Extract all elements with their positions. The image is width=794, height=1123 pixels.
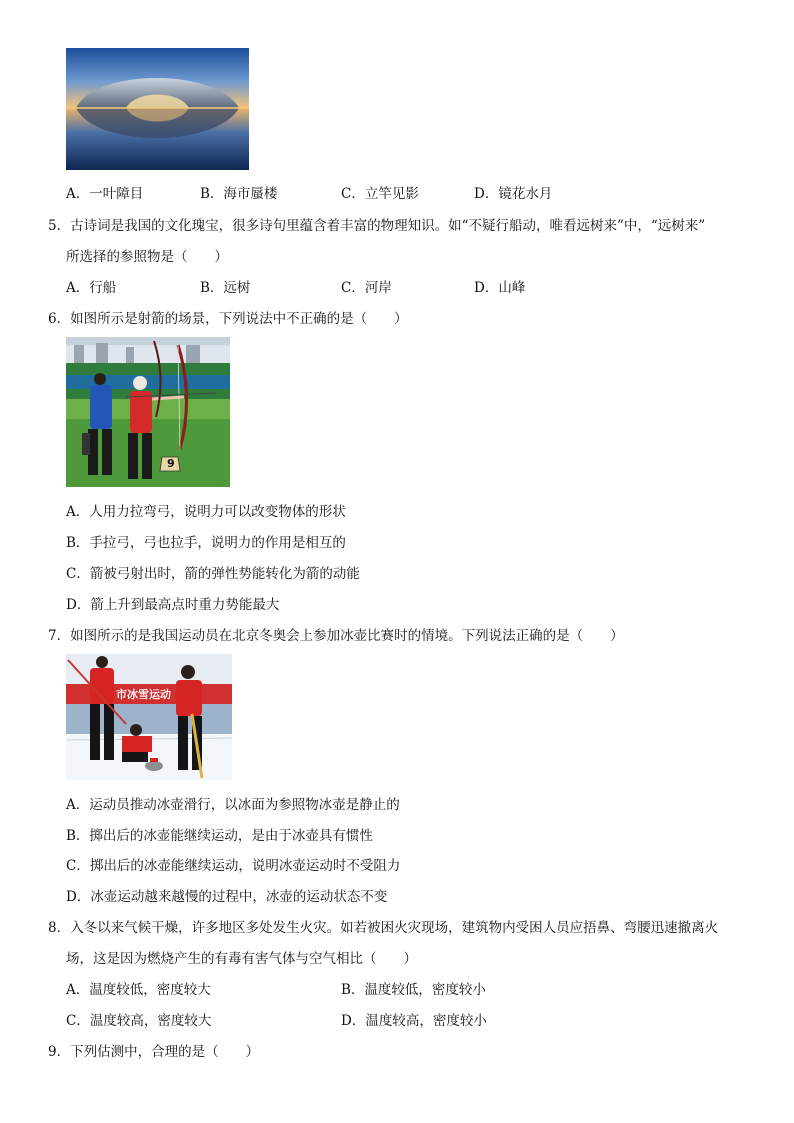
national-grand-theatre-photo	[66, 48, 249, 170]
q5-stem-line2: 所选择的参照物是（ ）	[66, 249, 228, 265]
q9-stem: 9．下列估测中，合理的是（ ）	[48, 1044, 260, 1060]
q7-stem: 7．如图所示的是我国运动员在北京冬奥会上参加冰壶比赛时的情境。下列说法正确的是（ ）	[48, 628, 624, 644]
q6-option-c: C．箭被弓射出时，箭的弹性势能转化为箭的动能	[66, 566, 360, 582]
q7-option-c: C．掷出后的冰壶能继续运动，说明冰壶运动时不受阻力	[66, 858, 401, 874]
curling-banner-text: 市冰雪运动	[116, 688, 171, 701]
q7-option-a: A．运动员推动冰壶滑行，以冰面为参照物冰壶是静止的	[66, 797, 400, 813]
q6-option-d: D．箭上升到最高点时重力势能最大	[66, 597, 280, 613]
q5-option-d: D．山峰	[474, 280, 526, 296]
q5-option-a: A．行船	[66, 280, 117, 296]
q4-option-a: A．一叶障目	[66, 186, 144, 202]
q4-option-c: C．立竿见影	[341, 186, 419, 202]
q4-option-b: B．海市蜃楼	[200, 186, 278, 202]
q8-stem-line2: 场，这是因为燃烧产生的有毒有害气体与空气相比（ ）	[66, 951, 417, 967]
q8-option-b: B．温度较低，密度较小	[341, 982, 486, 998]
q5-option-c: C．河岸	[341, 280, 392, 296]
q7-option-d: D．冰壶运动越来越慢的过程中，冰壶的运动状态不变	[66, 889, 388, 905]
q5-option-b: B．远树	[200, 280, 251, 296]
q7-option-b: B．掷出后的冰壶能继续运动，是由于冰壶具有惯性	[66, 828, 373, 844]
q5-stem-line1: 5．古诗词是我国的文化瑰宝，很多诗句里蕴含着丰富的物理知识。如“不疑行船动，唯看远树来”中，“远树来”	[48, 218, 706, 234]
q8-stem-line1: 8．入冬以来气候干燥，许多地区多处发生火灾。如若被困火灾现场，建筑物内受困人员应捂鼻、弯腰迅速撤离火	[48, 920, 719, 936]
archery-photo	[66, 337, 230, 487]
q6-stem: 6．如图所示是射箭的场景，下列说法中不正确的是（ ）	[48, 311, 408, 327]
q8-option-d: D．温度较高，密度较小	[341, 1013, 487, 1029]
q4-option-d: D．镜花水月	[474, 186, 553, 202]
q8-option-c: C．温度较高，密度较大	[66, 1013, 212, 1029]
q8-option-a: A．温度较低，密度较大	[66, 982, 211, 998]
q6-option-a: A．人用力拉弯弓，说明力可以改变物体的形状	[66, 504, 346, 520]
q6-option-b: B．手拉弓，弓也拉手，说明力的作用是相互的	[66, 535, 346, 551]
target-number-label: 9	[167, 457, 175, 470]
curling-photo	[66, 654, 232, 780]
